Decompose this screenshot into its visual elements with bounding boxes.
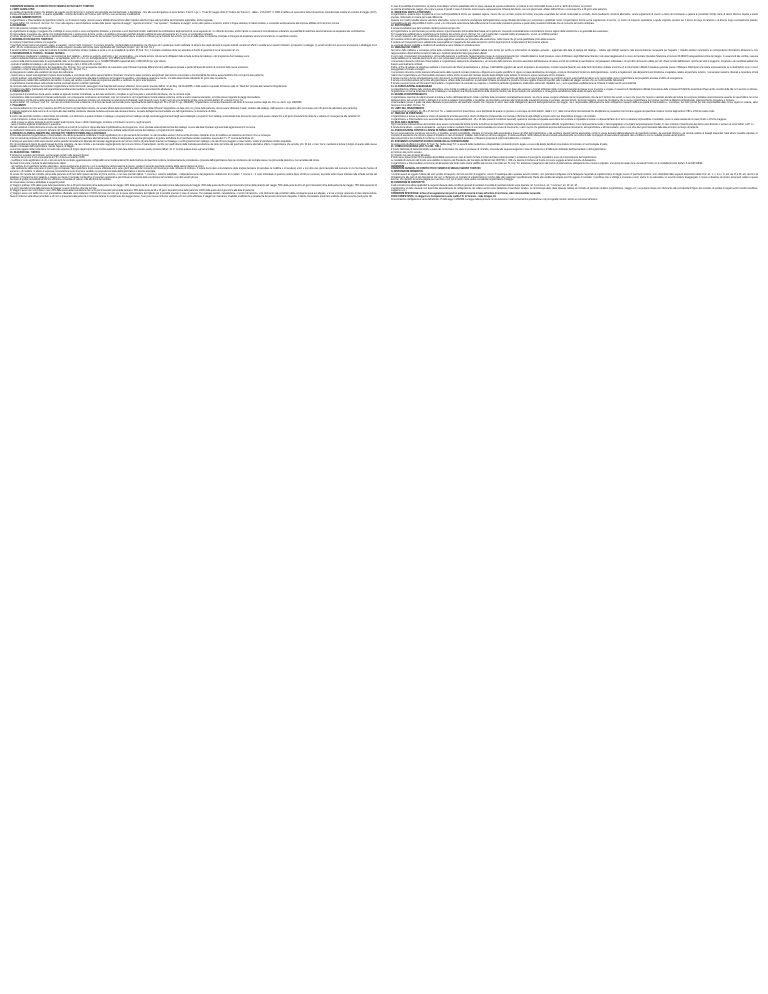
- body-paragraph: a) organizzatore di viaggio: il soggetto che si obbliga in nome proprio e verso corrispettivo forfetario, a procurare a terzi pacchetti turistici, realizzando la combinazione degli elementi di cui al seguente art. 4 o offrendo al turista, anche tramite un sistema di comunicazione a distanza, la possibilità di realizzare autonomamente ed acquistare tale combinazione;: [10, 30, 366, 33]
- body-paragraph: La proposta di prenotazione dovrà essere redatta su apposito modulo contrattuale, se del caso elettronico, compilato in ogni sua parte e sottoscritto dal cliente, che ne riceverà copia.: [10, 94, 191, 96]
- body-paragraph: - aumento del prezzo di cui al precedente art. 8 in misura eccedente il 10%;: [10, 157, 86, 160]
- section-heading: 8. PREZZO: [10, 113, 22, 116]
- body-paragraph: Il turista è tenuto a fornire all'organizzatore tutti i documenti, le informazioni e gli elementi in suo possesso utili per l'esercizio del diritto di surroga di quest'ultimo nei confronti dei terzi responsabili del danno ed è responsabile verso l'organizzatore del pregiudizio arrecato al diritto di surrogazione.: [391, 77, 684, 80]
- body-paragraph: I risarcimenti di cui agli artt. 44, 45 e 47 del Cod. Tur. e relativi termini di prescrizione, sono disciplinati da quanto ivi previsto e comunque nei limiti stabiliti , dalla C.C.V. ,dalle Convenzioni Internazionali che disciplinano le prestazioni che formano oggetto del pacchetto turistico nonché dagli articoli 1783 e 1784 del codice civile.: [391, 110, 715, 113]
- body-paragraph: b) rimpatrio nel caso di viaggi all'estero.: [391, 154, 431, 157]
- body-paragraph: Il cedente ed il cessionario sono solidalmente responsabili per il pagamento del saldo del prezzo nonché degli importi di cui alla lettera d) del presente articolo.: [391, 41, 549, 44]
- body-paragraph: FORO COMPETENTE: si elegge Foro Competente la sede Ladita T.O. di Vicenza – viale Grappa, 18.: [391, 195, 497, 198]
- body-paragraph: - estremi dell'autorizzazione amministrativa o, se applicabile, la D.I.A. o S.C.I.A. dell'organizzatore: VI N.35923 del 14.05.2012;: [10, 58, 137, 61]
- body-paragraph: In ogni caso i consumatori provvederanno, prima della partenza, a verificarne l'aggiornamento presso le competenti autorità (per i cittadini italiani le locali Questure ovvero il Ministero degli Affari Esteri tramite il sito www.viaggiaresicuri.it ovvero la Centrale Operativa Telefonica al numero 06.491115) adeguandovisi prima del viaggio. In assenza di tale verifica, nessuna responsabilità per la mancata partenza di uno o più consumatori potrà essere imputata all'intermediario o all'organizzatore.: [391, 55, 758, 61]
- body-paragraph: Il turista dovrà altresì – a pena di decadenza - sporgere reclamo mediante l'invio di una raccomandata,con avviso di ricevimento, o altro mezzo che garantisca la prova dell'avvenuto ricevimento, all'organizzatore o all'intermediario, entro e non oltre dieci giorni lavorativi dalla data di rientro nel luogo di partenza.: [391, 127, 699, 129]
- body-paragraph: L'intermediario presso il quale sia stata effettuata la prenotazione del pacchetto turistico non risponde in alcun caso delle obbligazioni nascenti dall'organizzazione del viaggio, ma è responsabile esclusivamente delle obbligazioni nascenti dalla sua qualità di intermediario e, comunque, nei limiti previsti per tale responsabilità dalle norme vigenti in materia, salvo l'esonero di cui all'art. 46 Cod. Tur.: [391, 102, 758, 107]
- section-heading: 20. STRUMENTI ALTERNATIVI DI RISOLUZIONE DELLE CONTESTAZIONI: [391, 140, 469, 143]
- section-heading: 3. DEFINIZIONI: [10, 25, 26, 28]
- body-paragraph: L'organizzatore predispone in catalogo o nel programma fuori catalogo – anche su supporto elettronico o per via telematica - una scheda tecnica. Gli elementi obbligatori della scheda tecnica del catalogo o del programma fuori catalogo sono:: [10, 55, 250, 58]
- body-paragraph: - parametri e criteri di adeguamento del prezzo del viaggio (Art. 40 Cod. Tur.):: [10, 69, 88, 72]
- body-paragraph: La polizza annullamento viaggio, che copre le spese di penali in caso di rinuncia, dovrà essere espressamente richiesta dal cliente, ove non già prevista, all'atto dell'iscrizione o comunque fino a 40 giorni ante partenza.: [391, 8, 608, 11]
- body-paragraph: Al momento della conclusione del contratto l'organizzatore inoltre informerà i passeggeri circa l'identità del/i vettore/i effettivo/i, fermo quanto previsto dall'art. 11 del Reg. CE 2111/2005, e della sua/loro eventuale inclusione nella cd. "black list" prevista dal medesimo Regolamento.: [10, 85, 288, 88]
- body-paragraph: Ai fini del presente contratto s'intende per:: [10, 28, 52, 30]
- body-paragraph: Qualora non risulti possibile alcuna soluzione alternativa, ovvero la soluzione predisposta dall'organizzatore venga rifiutata dal turista per comprovati e giustificati motivi, l'organizzatore fornirà senza supplemento di prezzo, un mezzo di trasporto equivalente a quello originario previsto per il ritorno al luogo di partenza o al diverso luogo eventualmente pattuito, compatibilmente alle disponibilità di mezzi e posti, e lo rimborserà nella misura della differenza tra il costo delle prestazioni previste e quello delle prestazioni effettuate fino al momento del rientro anticipato.: [391, 19, 758, 25]
- body-paragraph: c) turista: l'acquirente, il cessionario di un pacchetto turistico o qualunque persona anche da nominare, purché soddisfi tutte le condizioni richieste per la fruizione del servizio, per conto della quale il contraente principale si impegna ad acquistare senza remunerazione un pacchetto turistico.: [10, 36, 298, 39]
- body-paragraph: Nei casi di cui sopra, il turista ha alternativamente diritto:: [10, 162, 67, 165]
- section-heading: ADDENDUM: [391, 165, 405, 168]
- body-paragraph: Le oscillazioni incideranno sul prezzo forfetario del pacchetto turistico nella percentuale espressamente indicata nella scheda tecnica del catalogo o programma fuori catalogo.: [10, 129, 184, 132]
- body-paragraph: - diritti e tasse su alcune tipologie di servizi turistici quali imposte, tasse o diritti di atterraggio, di sbarco o di imbarco nei porti e negli aeroporti;: [10, 121, 152, 124]
- body-paragraph: - costi di trasporto, incluso il costo del carburante;: [10, 118, 60, 121]
- body-paragraph: La misura dell'acconto, fino ad un massimo del 25% del prezzo del pacchetto turistico, da versare all'atto della prenotazione ovvero all'atto della richiesta impegnativa e la data entro cui, prima della partenza, dovrà essere effettuato il saldo, risultano dal catalogo, dall'opuscolo o da quanto altro (comunque entro 30 giorni da calendario ante partenza).: [10, 107, 358, 110]
- body-paragraph: La nozione di pacchetto turistico è la seguente:: [10, 41, 57, 44]
- body-paragraph: Le modalità di intervento del Fondo sono stabilite col decreto del Presidente del Consiglio dei Ministri del 23/07/99, n. 349 e le istanze di rimborso al Fondo non sono soggette ad alcun termine di decadenza.: [391, 160, 597, 162]
- body-paragraph: A tali contratti sono altresì applicabili le seguenti clausole delle condizioni generali di contratto di vendita di pacchetti turistici sopra riportate: art. 6 comma 1; art. 7 comma 2; art. 13; art. 18.: [391, 184, 578, 187]
- body-paragraph: Alla sottoscrizione del contratto di conferma, il consumatore ha facoltà di accettare o rifiutare la proposta di polizza annullamento e rimpatrio.: [391, 138, 531, 140]
- section-heading: 4. NOZIONE DI PACCHETTO TURISTICO: [10, 39, 53, 41]
- body-paragraph: Comunicazione obbligatoria ai sensi dell'articolo 17 della legge n.38/2006. La legge italiana punisce con la reclusione i reati concernenti la prostituzione e la pornografia minorile, anche se commessi all'estero.: [391, 198, 598, 201]
- body-paragraph: b) intermediario: il soggetto che, anche non professionalmente e senza scopo di lucro, vende o si obbliga a procurare pacchetti turistici realizzati ai sensi del seguente art. 4 verso un corrispettivo forfetario;: [10, 33, 214, 36]
- body-paragraph: a) l'organizzatore ne sia informato per iscritto almeno 4 giorni lavorativi prima della data fissata per la partenza, ricevendo contestualmente comunicazione circa le ragioni della sostituzione e le generalità del cessionario;: [391, 30, 609, 33]
- body-paragraph: Il fondo deve altresì fornire un'immediata disponibilità economica in caso di rientro forzato di turisti da Paesi extracomunitari in occasione di emergenze imputabili o meno al comportamento dell'organizzatore.: [391, 157, 597, 160]
- body-paragraph: b) il cessionario soddisfi tutte le condizioni per la fruizione del servizio (ex art. 39 Cod. Tur. ) ed in particolare i requisiti relativi al passaporto, ai visti, ai certificati sanitari;: [391, 33, 558, 36]
- section-heading: 15. REGIME DI RESPONSABILITÀ: [391, 94, 428, 96]
- body-paragraph: L'organizzatore fornirà prima della partenza le indicazioni relative al pacchetto turistico non contenute nei documenti contrattuali, negli opuscoli ovvero in altri mezzi di comunicazione scritta, come previsto dall'art. 37, comma 2 Cod. Tur.: [10, 99, 244, 102]
- section-heading: CONDIZIONI GENERALI DI CONTRATTO DI VENDITA DI SINGOLI SERVIZI TURISTICI: [391, 168, 481, 171]
- body-paragraph: Il turista comunicherà altresì per iscritto all'organizzatore, all'atto della prenotazione, le particolari richieste personali che potranno formare oggetto di accordi specifici sulle modalità del viaggio, sempre che ne risulti possibile l'attuazione.: [391, 80, 625, 83]
- body-paragraph: "I pacchetti turistici hanno ad oggetto i viaggi, le vacanze, i circuiti "tutto compreso", le crociere turistiche, risultanti dalla combinazione, da chiunque ed in qualunque modo realizzata, di almeno due degli elementi di seguito indicati, venduti od offerti in vendita ad un prezzo forfetario: a) trasporto; b) alloggio; c) servizi turistici non accessori al trasporto o all'alloggio di cui all'art. 36 che costituiscano per la soddisfazione delle esigenze ricreative del turista, parte significativa del "pacchetto turistico" (art. 34 Cod. Tur.).: [10, 44, 377, 50]
- section-heading: 16. LIMITI DEL RISARCIMENTO: [391, 107, 425, 110]
- body-paragraph: - modalità e condizioni di sostituzione del viaggiatore (Art. 39 Cod. Tur.) con la seguente specifica: al cessionario sarà richiesta l'eventuale differenza tra la tariffa aerea quotata e quella richiesta dal vettore al momento della nuova emissione;: [10, 66, 249, 69]
- body-paragraph: L'applicazione di dette clausole non determina assolutamente la configurazione dei relativi servizi come fattispecie di pacchetto turistico. La terminologia delle citate clausole relativa al contratto di pacchetto turistico (organizzatore, viaggio ecc.) va pertanto intesa con riferimento alle corrispondenti figure del contratto di vendita di singoli servizi turistici (venditore, soggiorno ecc.).: [391, 187, 758, 193]
- body-paragraph: CONDIZIONI SPECIFICHE: la fase di assegnazione dei posti in pullman avverrà in base all'ordine di iscrizione, salvo documentate necessità.: [391, 193, 541, 195]
- body-paragraph: Ai sensi dell'art. 32, comma 2, Cod. Tur., nel caso di contratti conclusi a distanza o al di fuori dei locali commerciali (come rispettivamente definiti dagli artt. 50 e 45 del D. Lgs. 206/2005), l'organizzatore comunica l'inesistenza del diritto di recesso previsto dagli artt. 64 e ss. del D. Lgs. 206/2005.: [10, 102, 303, 105]
- body-paragraph: a) Adeguamento relativo alle variazioni del costo del carburante:: [10, 72, 74, 74]
- section-heading: 10. RECESSO DEL TURISTA: [10, 151, 41, 154]
- body-paragraph: Ai sensi dell'art. 18, comma VI, del Cod. Tur., l'uso nella ragione o denominazione sociale delle parole "agenzia di viaggio", "agenzia di turismo", "tour operator", "mediatore di viaggio" ovvero altre parole e locuzioni, anche in lingua straniera, di natura similare, è consentito esclusivamente alle imprese abilitate di cui al primo comma.: [10, 22, 340, 25]
- section-heading: 18. RECLAMI E DENUNCE: [391, 121, 419, 124]
- body-paragraph: - ad usufruire di un pacchetto turistico alternativo, senza supplemento di prezzo o con la restituzione dell'eccedenza di prezzo, qualora il secondo pacchetto turistico abbia valore inferiore al primo;: [10, 165, 205, 168]
- body-paragraph: L'organizzatore e l'intermediario del pacchetto turistico, cui il turista si rivolge, devono essere abilitati all'esecuzione delle rispettive attività in base alla normativa amministrativa applicabile, anche regionale.: [10, 19, 214, 22]
- body-paragraph: a) Viaggi in pullman: 10% della quota della prenotazione fino a 45 giorni lavorativi prima della partenza del viaggio; 20% della quota da 44 a 31 giorni lavorativi prima della partenza del viaggio; 30% della quota da 30 a 21 giorni lavorativi prima della partenza del viaggio; 50% della quota da 20 a 11 giorni lavorativi prima della partenza del viaggio; 75% della quota da 10 a 4 giorni lavorativi prima della partenza del viaggio; nessun rimborso oltre tale termine.: [10, 184, 377, 190]
- section-heading: 7. PAGAMENTI: [10, 105, 26, 107]
- body-paragraph: In caso di possibilità di sostituzione, al cliente rinunciatario verranno addebitate tutte le spese causate da questa sostituzione, ivi incluse le non rimborsabili dovute a terzi e i diritti di iscrizione, se previsti.: [391, 6, 592, 8]
- body-paragraph: - Vettori aerei e navali: sarà applicato l'importo documentabile e comunicato dal vettore aereo/marittimo incaricato; incremento tasse portuali e aeroportuali: pari importo comunicato e documentabile dal vettore aereo/marittimo fino a 21 giorni ante partenza.: [10, 74, 264, 77]
- body-paragraph: Ai sensi e con gli effetti di cui all'art. 67 Cod. Tur. l'adita viaggi T.O. si avvarrà della mediazione extragiudiziale nominando proprio legale e a sua volta dando facoltà al consumatore di nominare un tecnico/legale di parte.: [391, 143, 609, 146]
- body-paragraph: - tassi di cambio applicati al pacchetto in questione.: [10, 124, 62, 127]
- body-paragraph: Nel caso di gruppi precostituiti tali somme verranno concordate di volta in volta alla firma del contratto.: [10, 179, 112, 182]
- body-paragraph: Il mancato pagamento delle somme di cui sopra alle date stabilite costituisce clausola risolutiva espressa tale da determinarne, da parte dell'agenzia intermediaria e/o dell'organizzatore, la risoluzione di diritto.: [10, 110, 217, 113]
- section-heading: 2. REGIME AMMINISTRATIVO: [10, 17, 42, 19]
- body-paragraph: L'accettazione delle prenotazioni si intende perfezionata, con conseguente conclusione del contratto, solo nel momento in cui l'organizzatore invierà relativa conferma, anche a mezzo sistema telematico, al turista presso l'agenzia di viaggi intermediaria.: [10, 96, 261, 99]
- body-paragraph: Se non espressamente comprese nel prezzo, è possibile, ed anzi consigliabile, stipulare al momento della prenotazione presso gli uffici dell'organizzatore o del venditore speciali polizze assicurative contro le spese derivanti dall'annullamento del pacchetto turistico, da eventuali infortuni e da vicende relative ai bagagli trasportati. Sarà altresì possibile stipulare un contratto di assistenza che copra le spese di rimpatrio in caso di incidenti, malattie, casi fortuiti e/o di forza maggiore. Il turista eserciterà i diritti nascenti da tali contratti esclusivamente nei confronti delle Compagnie di Assicurazioni stipulanti, alle condizioni e con le modalità previste da tali polizze.: [391, 132, 758, 138]
- body-paragraph: Il turista rinunciatario può farsi sostituire da altra persona sempre che:: [391, 28, 461, 30]
- body-paragraph: Per gli annullamenti diversi da quelli causati da forza maggiore, da caso fortuito e da mancato raggiungimento del numero minimo di partecipanti, nonché per quelli diversi dalla mancata accettazione da parte del turista del pacchetto turistico alternativo offerto, l'organizzatore che annulla, (Art. 33 lett. e Cod. Cons.) restituirà al turista il doppio di quanto dallo stesso pagato e incassato dall'organizzatore, tramite l'agente di viaggio.: [10, 143, 377, 149]
- body-paragraph: La vendita di pacchetti turistici, che abbiano ad oggetto servizi da fornire in territorio sia nazionale sia internazionale, è disciplinata – fino alla sua abrogazione ai sensi dell'art. 3 del D. Lgs. n. 79 del 23 maggio 2011 (il "Codice del Turismo") - dalla L. 27/12/1977 n° 1084 di ratifica ed esecuzione della Convenzione Internazionale relativa al contratto di viaggio (CCV), firmata a Bruxelles il 23.4.1970 - in quanto applicabile - nonché dal Codice del Turismo (artt. 32-51) e sue successive modificazioni.: [10, 11, 377, 17]
- body-paragraph: Le eventuali ulteriori modalità e condizioni di sostituzione sono indicate in scheda tecnica.: [391, 44, 481, 47]
- body-paragraph: La somma oggetto della restituzione non sarà mai superiore al doppio degli importi di cui il turista sarebbe in pari data debitore secondo quanto previsto dall'art. 10, 4° comma qualora fosse egli ad annullare.: [10, 149, 216, 151]
- body-paragraph: a) rimborso del prezzo versato;: [391, 151, 423, 154]
- body-paragraph: I consumatori dovranno inoltre attenersi all'osservanza delle regole di normale prudenza e diligenza ed a quelle specifiche in vigore nei paesi destinazione del viaggio, a tutte le informazioni fornite loro dall'organizzatore, nonché ai regolamenti, alle disposizioni amministrative o legislative relative al pacchetto turistico. I consumatori saranno chiamati a rispondere di tutti i danni che l'organizzatore e/o l'intermediario dovessero subire anche a causa del mancato rispetto degli obblighi sopra indicati, ivi incluse le spese necessarie al loro rimpatrio.: [391, 72, 758, 77]
- section-heading: 6. PRENOTAZIONI: [10, 91, 30, 94]
- body-paragraph: Il turista può recedere dal contratto, senza pagare penali, nelle seguenti ipotesi:: [10, 154, 90, 157]
- section-heading: 11. MODIFICHE DOPO LA PARTENZA: [391, 11, 431, 14]
- body-paragraph: Nel corso delle trattative e comunque prima della conclusione del contratto, ai cittadini italiani sono fornite per iscritto le informazioni di carattere generale - aggiornate alla data di stampa del catalogo - relative agli obblighi sanitari e alla documentazione necessaria per l'espatrio. I cittadini stranieri reperiranno le corrispondenti informazioni attraverso le loro rappresentanze diplomatiche presenti in Italia e/o i rispettivi canali informativi governativi ufficiali.: [391, 50, 758, 55]
- body-paragraph: Al turista che receda dal contratto prima della partenza al di fuori delle ipotesi elencate al primo comma, o nel caso previsto dall'art. 7, comma 2, saranno addebitati – indipendentemente dal pagamento dell'acconto di cui all'art. 7 comma 1 – il costo individuale di gestione pratica (Euro 20,00 per persona), la penale nella misura indicata nella scheda tecnica del Catalogo o Programma fuori catalogo o viaggio su misura, l'eventuale corrispettivo di coperture assicurative già richieste al momento della conclusione del contratto o per altri servizi già resi.: [10, 173, 377, 179]
- body-paragraph: d) il sostituto rimborsi all'organizzatore tutte le spese aggiuntive sostenute per procedere alla sostituzione, nella misura che gli verrà quantificata prima della cessione.: [391, 39, 556, 41]
- body-paragraph: Il prezzo del pacchetto turistico è determinato nel contratto, con riferimento a quanto indicato in catalogo o programma fuori catalogo ed agli eventuali aggiornamenti degli stessi cataloghi o programmi fuori catalogo successivamente intervenuti. Esso potrà essere variato fino a 20 giorni precedenti la partenza e soltanto in conseguenza alle variazioni di:: [10, 116, 361, 118]
- body-paragraph: Il turista è sempre tenuto ad informare l'intermediario e l'organizzatore di eventuali sue esigenze o condizioni particolari (gravidanza, intolleranze alimentari, disabilità, ecc...) ed a specificare esplicitamente la richiesta di relativi servizi personalizzati.: [391, 83, 637, 85]
- body-paragraph: Il turista può esercitare i diritti sopra previsti anche quando l'annullamento dipenda dal mancato raggiungimento del numero minimo di partecipanti previsto nel Catalogo o nel Programma fuori catalogo o da casi di forza maggiore e caso fortuito, relativi al pacchetto turistico acquistato.: [10, 140, 292, 143]
- body-paragraph: b) Adeguamento relativo alle oscillazioni del cambio: il valore del cambio e quello finale al programma specifico e verificato 21 giorni ante partenza.: [10, 80, 157, 83]
- section-heading: 12. SOSTITUZIONI: [391, 25, 411, 28]
- section-heading: 14. CLASSIFICAZIONE ALBERGHIERA: [391, 85, 433, 88]
- body-paragraph: Per tali variazioni si farà riferimento al corso dei cambi ed ai costi di cui sopra in vigore alla data di pubblicazione del programma, come riportata nella scheda tecnica del catalogo, ovvero alla data riportata negli eventuali aggiornamenti di cui sopra.: [10, 127, 256, 129]
- body-paragraph: Inoltre, al fine di valutare la situazione sanitaria e di sicurezza dei Paesi di destinazione e, dunque, l'utilizzabilità oggettiva dei servizi acquistati o da acquistare, il turista reperirà (facendo uso delle fonti informative indicate al comma 2) le informazioni ufficiali di carattere generale presso il Ministero Affari Esteri che indica espressamente se le destinazioni sono o meno assoggettate a formale sconsiglio.: [391, 66, 758, 72]
- body-paragraph: La classificazione ufficiale delle strutture alberghiere viene fornita in catalogo od in altro materiale informativo soltanto in base alle espresse e formali indicazioni delle competenti autorità del paese in cui il servizio è erogato. In assenza di classificazioni ufficiali riconosciute dalle competenti Pubbliche Autorità dei Paesi anche membri della UE cui il servizio si riferisce, l'organizzatore si riserva la facoltà di fornire in catalogo o nel depliant una propria descrizione della struttura ricettiva, tale da permettere una valutazione e conseguente accettazione della stessa da parte del turista.: [391, 88, 758, 94]
- body-paragraph: L'organizzatore risponde dei danni arrecati al turista a motivo dell'inadempimento totale o parziale delle prestazioni contrattualmente dovute, sia che le stesse vengano effettuate da lui personalmente che da terzi fornitori dei servizi, a meno che provi che l'evento è derivato da fatto del turista (ivi comprese iniziative autonomamente assunte da quest'ultimo nel corso dell'esecuzione dei servizi turistici) o dal fatto di un terzo a carattere imprevedibile o inevitabile, da circostanze estranee alla fornitura delle prestazioni previste in contratto, da caso fortuito, da forza maggiore, ovvero da circostanze che lo stesso organizzatore non poteva, secondo la diligenza professionale, ragionevolmente prevedere o risolvere.: [391, 96, 758, 102]
- body-paragraph: L'organizzatore e l'intermediario concorrono ad alimentare tale fondo nella misura stabilita dal comma 2 del citato art. 51 Cod. Tur. attraverso il pagamento del premio di assicurazione obbligatoria che è tenuto a stipulare, una quota del quale viene versata al Fondo con le modalità previste dall'art. 6 del DM 349/99.: [391, 162, 703, 165]
- section-heading: 13. OBBLIGHI DEI TURISTI: [391, 47, 420, 50]
- section-heading: B) CONDIZIONI DI CONTRATTO: [391, 182, 425, 184]
- body-paragraph: Il turista ha diritto di ricevere copia del contratto di vendita di pacchetto turistico (redatto ai sensi e con le modalità di cui all'art. 35 Cod. Tur.). Il contratto costituisce titolo per accedere al Fondo di garanzia di cui al successivo art. 21.: [10, 50, 240, 52]
- body-paragraph: Il Fondo Nazionale di Garanzia istituito a tutela dei consumatori che siano in possesso di contratto, provvede alle seguenti esigenze in caso di insolvenza o di fallimento dichiarato dell'intermediario o dell'organizzatore:: [391, 149, 607, 151]
- body-paragraph: L'organizzatore e l'intermediario sono esonerati dalle rispettive responsabilità (artt. 15 e 16 delle presenti Condizioni Generali), quando la mancata od inesatta esecuzione del contratto è imputabile al turista o è dipesa dal fatto di un terzo a carattere imprevedibile o inevitabile, ovvero è stata causata da un caso fortuito o di forza maggiore.: [391, 118, 728, 121]
- body-paragraph: Ogni mancanza nell'esecuzione del contratto deve essere contestata dal turista durante la fruizione del pacchetto mediante tempestiva presentazione di reclamo affinché l'organizzatore, il suo rappresentante locale o l'accompagnatore vi pongano tempestivamente rimedio. In caso contrario il risarcimento del danno sarà diminuito o escluso ai sensi dell'art. 1227 c.c.: [391, 124, 755, 127]
- body-paragraph: - estremi della polizza assicurativa di responsabilità civile: La Fondiaria Assicurazioni s.p.a. N.0383073644615 massimali Euro 2.000.000,00 per ogni sinistro;: [10, 61, 167, 63]
- body-paragraph: c) Viaggi in aereo con tariffe low cost: prenotazione effettuata, verrà trattenuto il 100% del costo del volo più le spese dell'emissione del biglietto più le penalità previste in caso di recesso. Per qualsiasi cambio, cancellazione, o termini di trasporto, si fa riferimento alle condizioni della compagnia aerea qui allegate, e di cui si prega vivamente di dare attenta lettura. Nessun rimborso sarà altresì accordato a chi non si presenterà alla partenza o rinuncerà durante lo svolgimento del viaggio stesso. Così pure nessun rimborso spetterà a chi non potrà effettuare il viaggio per mancanza, invalidità, insufficienza o inesattezza dei previsti documenti d'espatrio. Il cliente rinunciatario potrà farsi sostituire da altra persona (vedi punto 12).: [10, 193, 377, 198]
- body-paragraph: L'organizzatore, qualora dopo la partenza si trovi nell'impossibilità di fornire per qualsiasi ragione, tranne che per un fatto proprio del turista, una parte essenziale dei servizi contemplati in contratto, dovrà predisporre soluzioni alternative, senza supplementi di prezzo a carico del contraente e qualora le prestazioni fornite siano di valore inferiore rispetto a quelle previste, rimborsarlo in misura pari a tale differenza.: [391, 14, 758, 19]
- document-title: CONDIZIONI GENERALI DI CONTRATTO DI VENDITA DI PACCHETTI TURISTICI: [10, 6, 94, 8]
- body-paragraph: L'organizzatore inserirà altresì nella scheda tecnica eventuali ulteriori condizioni particolari.: [10, 83, 101, 85]
- section-heading: 5. INFORMAZIONI AL TURISTA - SCHEDA TECNICA: [10, 52, 65, 55]
- section-heading: 19. ASSICURAZIONE CONTRO LE SPESE DI ANNULLAMENTO E DI RIMPATRIO: [391, 129, 476, 132]
- body-paragraph: Condizioni specifiche (particolari) dell'organizzatore/venditore/intermediario si rinvia al contratto di conferma del pacchetto turistico che sarà sottoscritto all'adesione.: [10, 88, 174, 91]
- left-column: [10, 6, 377, 994]
- body-paragraph: L'organizzatore è tenuto a prestare le misure di assistenza al turista secondo il criterio di diligenza professionale con esclusivo riferimento agli obblighi a proprio carico per disposizione di legge o di contratto.: [391, 116, 597, 118]
- section-heading: 21. FONDO DI GARANZIA (ART. 51 COD. TUR.).: [391, 146, 442, 149]
- body-paragraph: Ove non accetti la proposta di modifica di cui al comma 1, il turista potrà esercitare alternativamente il diritto di riacquistare la somma già pagata o di godere dell'offerta di un pacchetto turistico sostitutivo ai sensi del 2° e 3° comma dell'articolo 10.: [10, 138, 254, 140]
- section-heading: 9. MODIFICA O ANNULLAMENTO DEL PACCHETTO TURISTICO PRIMA DELLA PARTENZA: [10, 132, 107, 135]
- body-paragraph: b) Viaggi in aereo con voli di linea o navi: 25% della quota della prenotazione fino a 31 giorni lavorativi prima della partenza; 50% della quota da 30 a 15 giorni lavorativi prima della partenza; 100% della quota da 14 giorni fino alla data di partenza.: [10, 190, 255, 193]
- section-heading: 1. FONTI LEGISLATIVE: [10, 8, 35, 11]
- body-paragraph: Al consumatore verranno addebitate le seguenti penali:: [10, 182, 66, 184]
- section-heading: 17. OBBLIGO DI ASSISTENZA: [391, 113, 423, 116]
- body-paragraph: I contratti aventi ad oggetto l'offerta del solo servizio di trasporto, del solo servizio di soggiorno, ovvero di qualunque altro separato servizio turistico, non potendosi configurare come fattispecie negoziale di organizzazione di viaggio ovvero di pacchetto turistico, sono disciplinati dalle seguenti disposizioni della CCV: art. 1, n. 3 e n. 6; artt. da 17 a 23; artt. da 24 a 31 (limitatamente alle parti di tali disposizioni che non si riferiscono al contratto di organizzazione) nonché dalle altre pattuizioni specificamente riferite alla vendita del singolo servizio oggetto di contratto. Il venditore che si obbliga a procurare a terzi, anche in via telematica, un servizio turistico disaggregato, è tenuto a rilasciare al turista i documenti relativi a questo servizio, che riportino la somma pagata per il servizio e non può in alcun modo essere considerato organizzatore di viaggio.: [391, 173, 758, 182]
- body-paragraph: c) i servizi medesimi o altri servizi in sostituzione possano essere erogati a seguito della sostituzione;: [391, 36, 492, 39]
- body-paragraph: Prima della partenza l'organizzatore o l'intermediario che abbia necessità di modificare in modo significativo uno o più elementi del contratto, ne dà immediato avviso in forma scritta al turista, indicando il tipo di modifica e la variazione del prezzo che ne consegue.: [10, 135, 272, 138]
- body-paragraph: - periodo di validità del catalogo o del programma fuori catalogo: dal 1.1.2012 al 31.12.2012;: [10, 63, 102, 66]
- body-paragraph: - Circuiti pullman: sarà applicato l'importo derivante tra il costo del carburante alla data di redazione del programma specifico e del catalogo qualora le insorte, e la data determinata calcolando 21 giorni ante la partenza.: [10, 77, 227, 80]
- body-paragraph: I consumatori dovranno informare l'intermediario e l'organizzatore della propria cittadinanza e, al momento della partenza, dovranno accertarsi definitivamente di essere muniti dei certificati di vaccinazione, del passaporto individuale e di ogni altro documento valido per tutti i Paesi toccati dall'itinerario, nonché dei visti di soggiorno, di transito e dei certificati sanitari che fossero eventualmente richiesti.: [391, 61, 758, 66]
- section-heading: A) DISPOSIZIONI NORMATIVE: [391, 171, 424, 173]
- right-column: [391, 6, 758, 994]
- body-paragraph: - alla restituzione della sola parte di prezzo già corrisposta. Tale restituzione dovrà essere effettuata entro sette giorni lavorativi dal momento del ricevimento della richiesta di rimborso. Il turista dovrà dare comunicazione della propria decisione (di accettare la modifica o di recedere) entro e non oltre due giorni lavorativi dal momento in cui ha ricevuto l'avviso di aumento o di modifica. In difetto di espressa comunicazione entro il termine suddetto, la proposta formulata dall'organizzatore si intende accettata.: [10, 168, 377, 173]
- body-paragraph: - modifica in modo significativo di uno o più elementi del contratto oggettivamente configurabili come fondamentali ai fini della fruizione del pacchetto turistico complessivamente considerato e proposta dall'organizzatore dopo la conclusione del contratto stesso ma prima della partenza e non accettata dal turista.: [10, 160, 320, 162]
